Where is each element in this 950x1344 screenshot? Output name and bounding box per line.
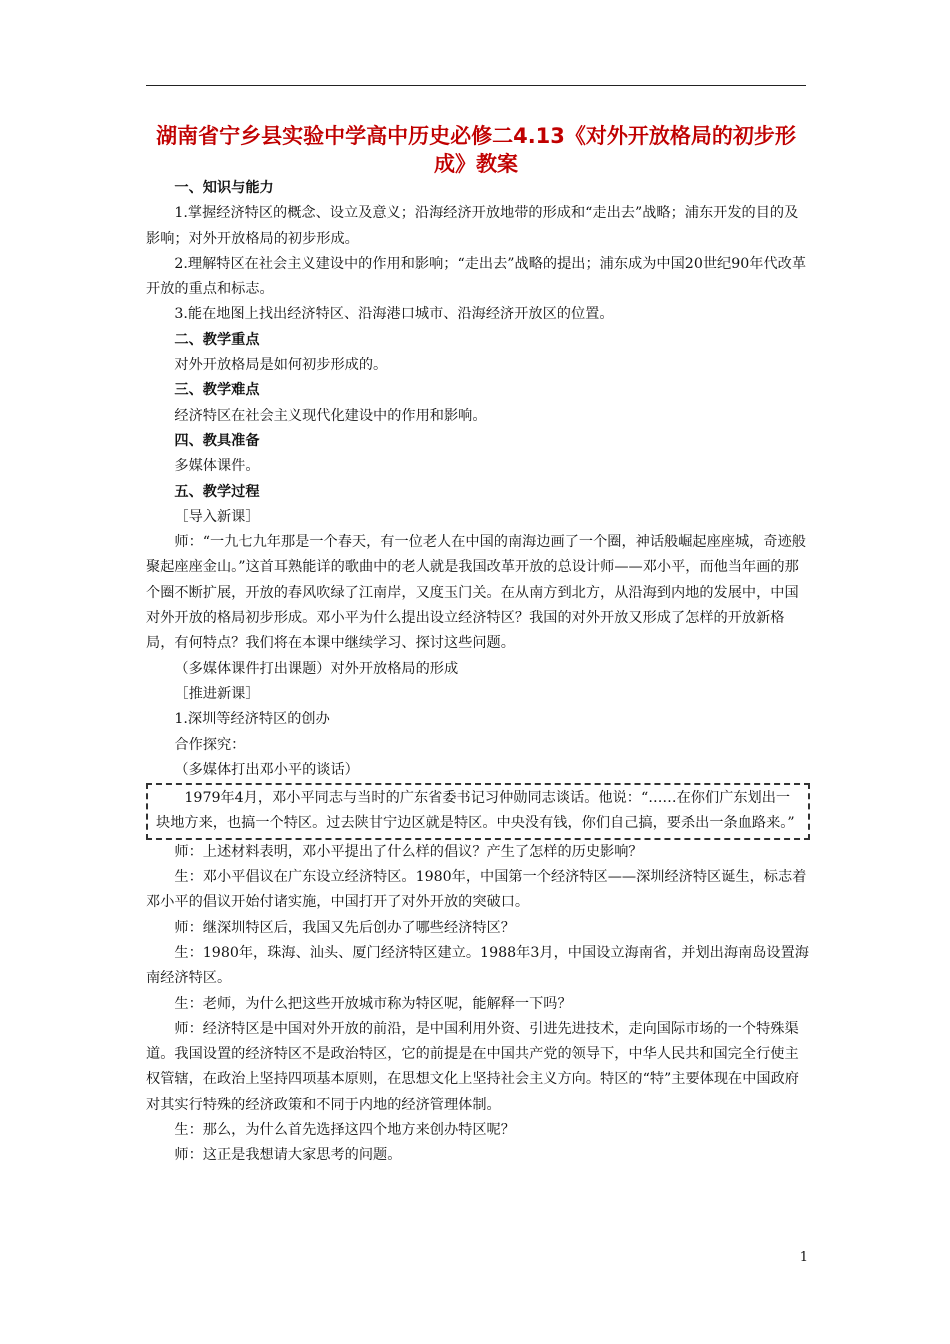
paragraph: 师：上述材料表明，邓小平提出了什么样的倡议？产生了怎样的历史影响？ (174, 843, 643, 860)
paragraph: 3.能在地图上找出经济特区、沿海港口城市、沿海经济开放区的位置。 (174, 306, 614, 323)
header-rule (146, 85, 806, 86)
paragraph: 1.深圳等经济特区的创办 (174, 711, 330, 728)
section-heading: 三、教学难点 (174, 382, 260, 399)
paragraph: 生：老师，为什么把这些开放城市称为特区呢，能解释一下吗？ (174, 995, 572, 1012)
paragraph: 生：邓小平倡议在广东设立经济特区。1980年，中国第一个经济特区——深圳经济特区诞生，标志着邓小平的倡议开始付诸实施，中国打开了对外开放的突破口。 (146, 869, 807, 911)
quote-box: 1979年4月，邓小平同志与当时的广东省委书记习仲勋同志谈话。他说：“……在你们广东划出一块地方来，也搞一个特区。过去陕甘宁边区就是特区。中央没有钱，你们自己搞，要杀出一条血路来。” (146, 783, 810, 840)
paragraph: 师：经济特区是中国对外开放的前沿，是中国利用外资、引进先进技术，走向国际市场的一个特殊渠道。我国设置的经济特区不是政治特区，它的前提是在中国共产党的领导下，中华人民共和国完全行使主权管辖，在政治上坚持四项基本原则，在思想文化上坚持社会主义方向。特区的“特”主要体现在中国政府对其实行特殊的经济政策和不同于内地的经济管理体制。 (146, 1020, 799, 1113)
paragraph: 师：“一九七九年那是一个春天，有一位老人在中国的南海边画了一个圈，神话般崛起座座城，奇迹般聚起座座金山。”这首耳熟能详的歌曲中的老人就是我国改革开放的总设计师——邓小平，而他当年画的那个圈不断扩展，开放的春风吹绿了江南岸，又度玉门关。在从南方到北方，从沿海到内地的发展中，中国对外开放的格局初步形成。邓小平为什么提出设立经济特区？我国的对外开放又形成了怎样的开放新格局，有何特点？我们将在本课中继续学习、探讨这些问题。 (146, 534, 806, 652)
paragraph: 2.理解特区在社会主义建设中的作用和影响；“走出去”战略的提出；浦东成为中国20世纪90年代改革开放的重点和标志。 (146, 255, 807, 298)
document-title: 湖南省宁乡县实验中学高中历史必修二4.13《对外开放格局的初步形成》教案 (156, 124, 796, 176)
section-heading: 四、教具准备 (174, 432, 260, 449)
document-body (146, 176, 810, 1169)
paragraph: 1.掌握经济特区的概念、设立及意义；沿海经济开放地带的形成和“走出去”战略；浦东开发的目的及影响；对外开放格局的初步形成。 (146, 205, 799, 247)
paragraph: 师：这正是我想请大家思考的问题。 (174, 1147, 402, 1164)
paragraph: ［推进新课］ (174, 685, 260, 702)
paragraph: 生：1980年，珠海、汕头、厦门经济特区建立。1988年3月，中国设立海南省，并划出海南岛设置海南经济特区。 (146, 944, 809, 987)
paragraph: （多媒体课件打出课题）对外开放格局的形成 (174, 660, 459, 677)
paragraph: 合作探究： (174, 736, 246, 753)
paragraph: 对外开放格局是如何初步形成的。 (174, 357, 388, 374)
paragraph: （多媒体打出邓小平的谈话） (174, 761, 359, 778)
paragraph: 师：继深圳特区后，我国又先后创办了哪些经济特区？ (174, 919, 515, 936)
paragraph: 多媒体课件。 (174, 458, 260, 475)
paragraph: 生：那么，为什么首先选择这四个地方来创办特区呢？ (174, 1121, 515, 1138)
section-heading: 一、知识与能力 (174, 180, 274, 196)
page-number: 1 (799, 1250, 808, 1265)
paragraph: 经济特区在社会主义现代化建设中的作用和影响。 (174, 407, 487, 424)
section-heading: 五、教学过程 (174, 483, 260, 500)
paragraph: ［导入新课］ (174, 508, 260, 525)
section-heading: 二、教学重点 (174, 331, 260, 348)
